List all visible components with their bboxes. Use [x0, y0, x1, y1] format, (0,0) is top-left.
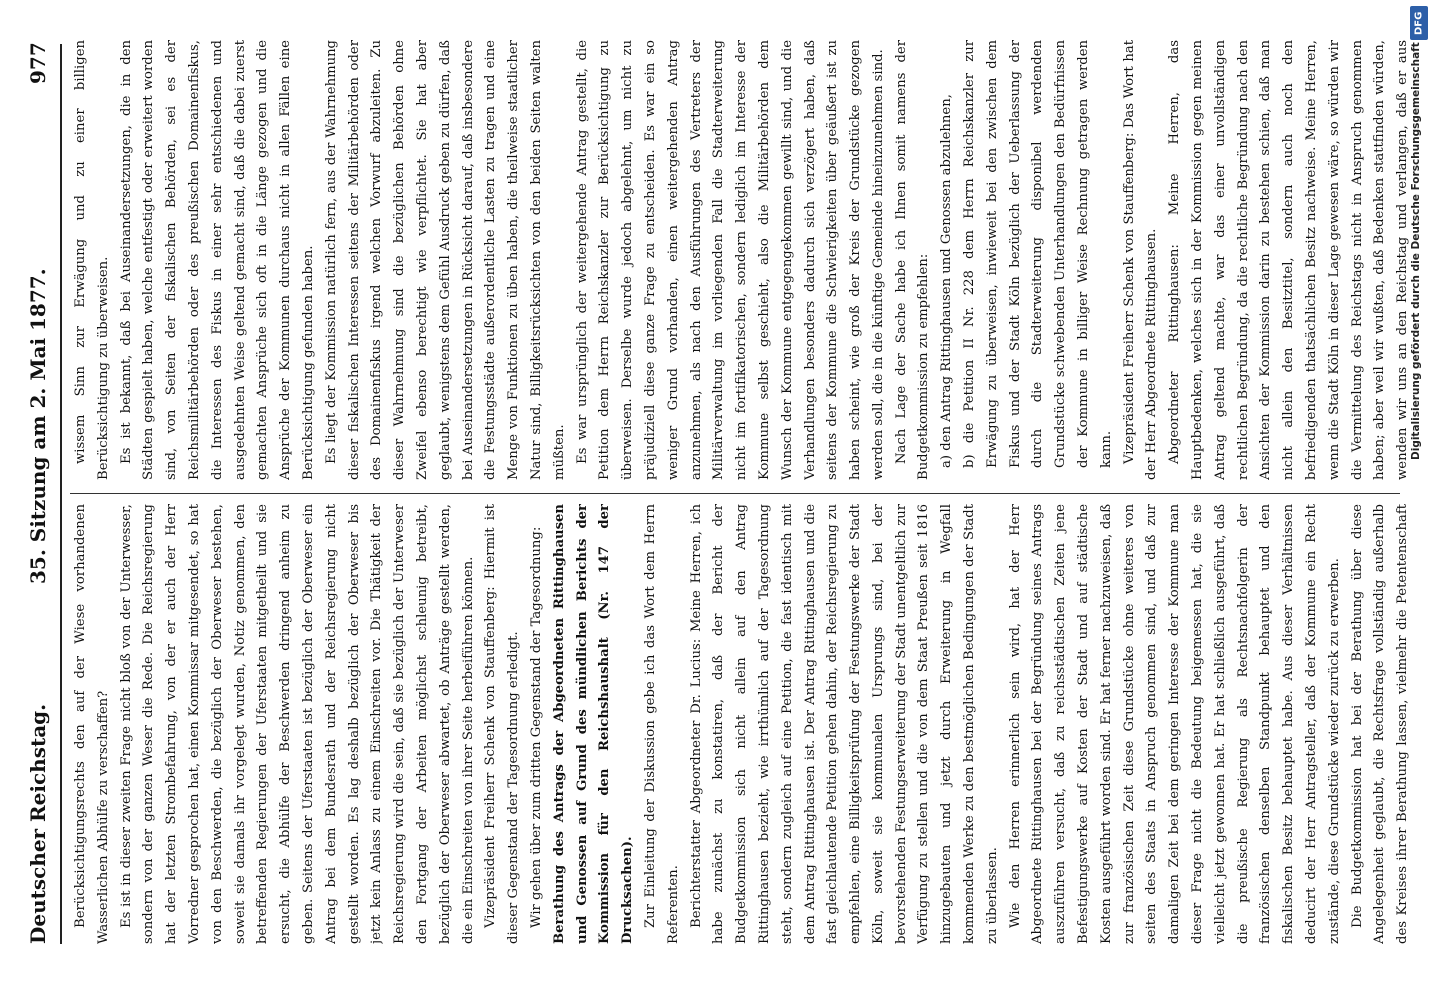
- left-column-paragraph: Zur Einleitung der Diskussion gebe ich das Wort dem Herrn Referenten.: [642, 504, 681, 944]
- digitization-strip: [1404, 0, 1432, 1000]
- header-session: 35. Sitzung am 2. Mai 1877.: [26, 268, 50, 584]
- left-column-paragraph: Die Budgetkommission hat bei der Berathung über diese Angelegenheit geglaubt, die Rechtsfrage vollständig außerhalb des Kreises ihrer Berathung lassen, vielmehr die Petentenschaft: [1349, 504, 1410, 944]
- header-rule: [60, 44, 62, 944]
- right-column-paragraph: wissem Sinn zur Erwägung und zu einer billigen Berücksichtigung zu überweisen.: [73, 40, 111, 480]
- left-column-paragraph: Es ist in dieser zweiten Frage nicht bloß von der Unterwesser, sondern von der ganzen Weser die Rede. Die Reichsregierung hat der letzten Strombefahrung, von der er auch der Herr Vorredner gesprochen hat, einen Kommissar mitgesendet, so hat von den Beschwerden, die bezüglich der Oberweser bestehen, soweit sie damals ihr vorgelegt wurden, Notiz genommen, den betreffenden Regierungen der Uferstaaten mitgetheilt und sie ersucht, die Abhülfe der Beschwerden dringend anheim zu geben. Seitens der Uferstaaten ist bezüglich der Oberweser ein Antrag bei dem Bundesrath und der Reichsregierung nicht gestellt worden. Es lag deshalb bezüglich der Oberweser bis jetzt kein Anlass zu einem Einschreiten vor. Die Thätigkeit der Reichsregierung wird die sein, daß sie bezüglich der Unterweser den Fortgang der Arbeiten möglichst schleunig betreibt, bezüglich der Oberweser abwartet, ob Anträge gestellt werden, die ein Einschreiten von ihrer Seite herbeiführen können.: [118, 504, 476, 944]
- left-column-paragraph: Vizepräsident Freiherr Schenk von Stauffenberg: Hiermit ist dieser Gegenstand der Tagesordnung erledigt.: [483, 504, 522, 944]
- column-rule: [70, 493, 1400, 494]
- right-column-paragraph: Es ist bekannt, daß bei Auseinandersetzungen, die in den Städten gespielt haben, welche entfestigt oder erweitert worden sind, von Seiten der fiskalischen Behörden, sei es der Reichsmilitärbehörden oder des preußischen Domainenfiskus, die Interessen des Fiskus in einer sehr entschiedenen und ausgedehnten Weise geltend gemacht sind, daß die dabei zuerst gemachten Ansprüche sich oft in die Länge gezogen und die Ansprüche der Kommunen durchaus nicht in allen Fällen eine Berücksichtigung gefunden haben.: [118, 40, 316, 480]
- right-column-paragraph: a) den Antrag Rittinghausen und Genossen abzulehnen,: [939, 94, 955, 468]
- header-page-number: 977: [26, 42, 50, 84]
- right-column-paragraph: Vizepräsident Freiherr Schenk von Stauffenberg: Das Wort hat der Herr Abgeordnete Rittinghausen.: [1121, 40, 1160, 480]
- left-column-paragraph: Berücksichtigungsrechts den auf der Wiese vorhandenen Wasserlichen Abhülfe zu verschaffen?: [73, 504, 111, 944]
- left-column-paragraph: Wie den Herren erinnerlich sein wird, hat der Herr Abgeordnete Rittinghausen bei der Begründung seines Antrags auszuführen versucht, daß zu reichsstädtischen Zeiten jene Befestigungswerke auf Kosten der Stadt und auf städtische Kosten ausgeführt worden sind. Er hat ferner nachzuweisen, daß zur französischen Zeit diese Grundstücke ohne weiteres von seiten des Staats in Anspruch genommen sind, und daß zur damaligen Zeit bei dem geringen Interesse der Kommune man dieser Frage nicht die Bedeutung beigemessen hat, die sie vielleicht jetzt gewonnen hat. Er hat schließlich ausgeführt, daß die preußische Regierung als Rechtsnachfolgerin der französischen denselben Standpunkt behauptet und den fiskalischen Besitz behauptet habe. Aus dieser Verhältnissen deducirt der Herr Antragsteller, daß der Kommune ein Recht zustände, diese Grundstücke wieder zurück zu erwerben.: [1007, 504, 1342, 944]
- right-column-paragraph: b) die Petition II Nr. 228 dem Herrn Reichskanzler zur Erwägung zu überweisen, inwieweit bei den zwischen dem Fiskus und der Stadt Köln bezüglich der Ueberlassung der durch die Stadterweiterung disponibel werdenden Grundstücke schwebenden Unterhandlungen den Bedürfnissen der Kommune in billiger Weise Rechnung getragen werden kann.: [962, 40, 1114, 468]
- right-column-paragraph: Abgeordneter Rittinghausen: Meine Herren, das Hauptbedenken, welches sich in der Kommission gegen meinen Antrag geltend machte, war das einer unvollständigen rechtlichen Begründung, da die rechtliche Begründung nach den Ansichten der Kommission darin zu bestehen schien, daß man nicht allein den Besitztitel, sondern auch noch den befriedigenden thatsächlichen Besitz nachweise. Meine Herren, wenn die Stadt Köln in dieser Lage gewesen wäre, so würden wir die Vermittelung des Reichstags nicht in Anspruch genommen haben; aber weil wir wußten, daß Bedenken stattfinden würden, wenden wir uns an den Reichstag und verlangen, daß er aus: [1167, 40, 1410, 480]
- right-column-paragraph: Es liegt der Kommission natürlich fern, aus der Wahrnehmung dieser fiskalischen Interessen seitens der Militärbehörden oder des Domainenfiskus irgend welchen Vorwurf abzuleiten. Zu dieser Wahrnehmung sind die bezüglichen Behörden ohne Zweifel ebenso berechtigt wie verpflichtet. Sie hat aber geglaubt, wenigstens dem Gefühl Ausdruck geben zu dürfen, daß bei Auseinandersetzungen in Rücksicht darauf, daß insbesondere die Festungsstädte außerordentliche Lasten zu tragen und eine Menge von Funktionen zu üben haben, die theilweise staatlicher Natur sind, Billigkeitsrücksichten von den beiden Seiten walten müßten.: [323, 40, 567, 480]
- right-column-paragraph: Es war ursprünglich der weitergehende Antrag gestellt, die Petition dem Herrn Reichskanzler zur Berücksichtigung zu überweisen. Derselbe wurde jedoch abgelehnt, um nicht zu präjudiziell diese ganze Frage zu entscheiden. Es war ein so weniger Grund vorhanden, einen weitergehenden Antrag anzunehmen, als nach den Ausführungen des Vertreters der Militärverwaltung im vorliegenden Fall die Stadterweiterung nicht im fortifikatorischen, sondern lediglich im Interesse der Kommune selbst geschieht, also die Militärbehörden dem Wunsch der Kommune entgegengekommen gewillt sind, und die Verhandlungen besonders dadurch sich verzögert haben, daß seitens der Kommune die Schwierigkeiten über geäußert ist zu haben scheint, wie groß der Kreis der Grundstücke gezogen werden soll, die in die künftige Gemeinde hineinzunehmen sind.: [574, 40, 886, 480]
- right-column: [70, 40, 1410, 480]
- right-column-paragraph: Nach Lage der Sache habe ich Ihnen somit namens der Budgetkommission zu empfehlen:: [893, 40, 932, 480]
- left-column-paragraph: Berichterstatter Abgeordneter Dr. Lucius: Meine Herren, ich habe zunächst zu konstatiren, daß der Bericht der Budgetkommission sich nicht allein auf den Antrag Rittinghausen bezieht, wie irrthümlich auf der Tagesordnung steht, sondern zugleich auf eine Petition, die fast identisch mit dem Antrag Rittinghausen ist. Der Antrag Rittinghausen und die fast gleichlautende Petition gehen dahin, der Reichsregierung zu empfehlen, eine Billigkeitsprüfung der Festungswerke der Stadt Köln, soweit sie kommunalen Ursprungs sind, bei der bevorstehenden Festungserweiterung der Stadt unentgeltlich zur Verfügung zu stellen und die von dem Staat Preußen seit 1816 hinzugebauten und jetzt durch Erweiterung in Wegfall kommenden Werke zu den bestmöglichen Bedingungen der Stadt zu überlassen.: [688, 504, 1000, 944]
- dfg-logo: DFG: [1410, 6, 1428, 40]
- left-column: [70, 504, 1410, 944]
- header-publication: Deutscher Reichstag.: [26, 703, 50, 944]
- digitization-credit: Digitalisierung gefördert durch die Deutsche Forschungsgemeinschaft: [1410, 42, 1422, 460]
- left-column-paragraph: Berathung des Antrags der Abgeordneten Rittinghausen und Genossen auf Grund des mündlichen Berichts der Kommission für den Reichshaushalt (Nr. 147 der Drucksachen).: [551, 504, 636, 944]
- page-header: [4, 44, 62, 944]
- left-column-paragraph: Wir gehen über zum dritten Gegenstand der Tagesordnung:: [528, 526, 544, 928]
